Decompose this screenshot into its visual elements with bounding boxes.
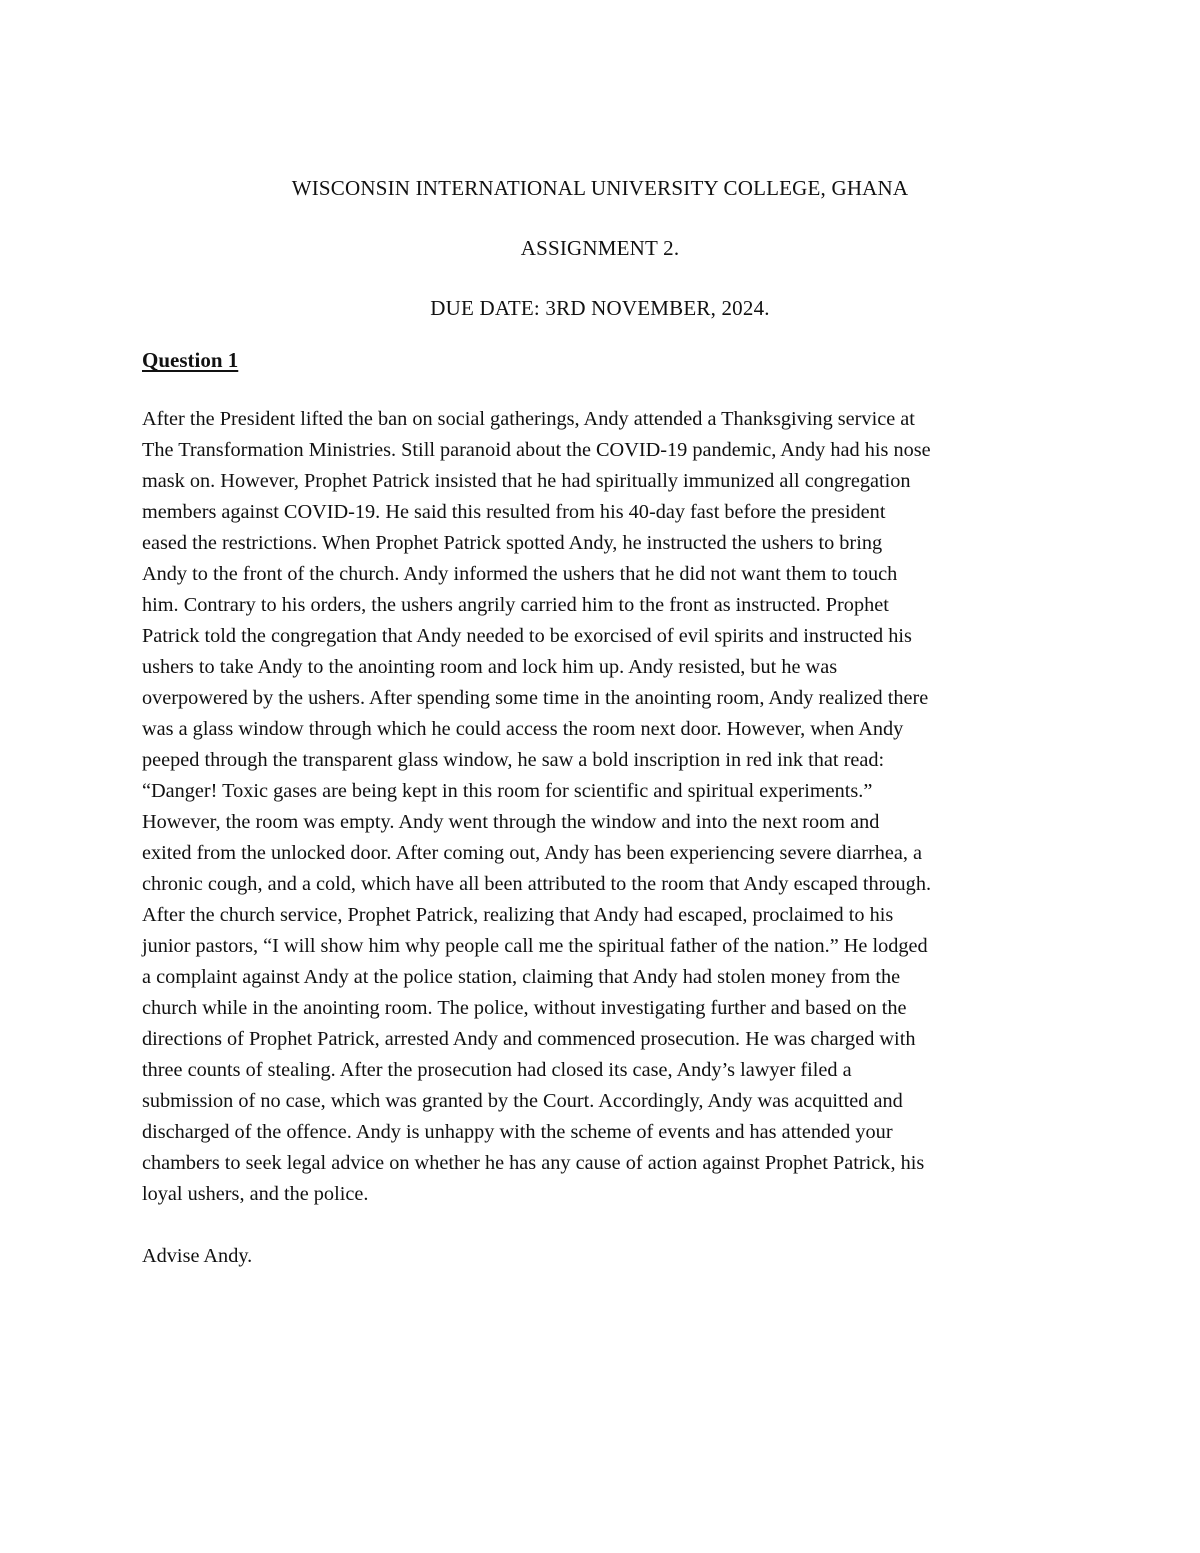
question-title: Question 1 <box>142 348 239 372</box>
question-line: members against COVID-19. He said this resulted from his 40-day fast before the president <box>142 501 886 523</box>
question-line: ushers to take Andy to the anointing room and lock him up. Andy resisted, but he was <box>142 656 838 678</box>
question-instruction: Advise Andy. <box>142 1245 253 1267</box>
question-line: discharged of the offence. Andy is unhappy with the scheme of events and has attended your <box>142 1121 893 1143</box>
question-line: eased the restrictions. When Prophet Patrick spotted Andy, he instructed the ushers to bring <box>142 532 883 554</box>
question-line: exited from the unlocked door. After coming out, Andy has been experiencing severe diarrhea, a <box>142 842 922 864</box>
question-line: junior pastors, “I will show him why people call me the spiritual father of the nation.” He lodged <box>142 935 928 957</box>
question-line: submission of no case, which was granted by the Court. Accordingly, Andy was acquitted and <box>142 1090 903 1112</box>
institution-heading: WISCONSIN INTERNATIONAL UNIVERSITY COLLEGE, GHANA <box>291 176 909 200</box>
question-line: loyal ushers, and the police. <box>142 1183 369 1205</box>
question-line: him. Contrary to his orders, the ushers angrily carried him to the front as instructed. Prophet <box>142 594 889 616</box>
question-line: peeped through the transparent glass window, he saw a bold inscription in red ink that read: <box>142 749 885 771</box>
question-line: Patrick told the congregation that Andy needed to be exorcised of evil spirits and instructed his <box>142 625 912 647</box>
question-line: After the church service, Prophet Patrick, realizing that Andy had escaped, proclaimed to his <box>142 904 894 926</box>
question-line: chronic cough, and a cold, which have all been attributed to the room that Andy escaped through. <box>142 873 932 895</box>
question-line: mask on. However, Prophet Patrick insisted that he had spiritually immunized all congregation <box>142 470 911 492</box>
question-line: The Transformation Ministries. Still paranoid about the COVID-19 pandemic, Andy had his nose <box>142 439 931 461</box>
assignment-heading: ASSIGNMENT 2. <box>520 236 680 260</box>
question-body <box>142 404 1072 1210</box>
question-line: a complaint against Andy at the police station, claiming that Andy had stolen money from the <box>142 966 901 988</box>
question-line: church while in the anointing room. The police, without investigating further and based on the <box>142 997 907 1019</box>
question-line: After the President lifted the ban on social gatherings, Andy attended a Thanksgiving service at <box>142 408 915 430</box>
question-line: chambers to seek legal advice on whether he has any cause of action against Prophet Patrick, his <box>142 1152 925 1174</box>
question-line: overpowered by the ushers. After spending some time in the anointing room, Andy realized there <box>142 687 929 709</box>
question-line: directions of Prophet Patrick, arrested Andy and commenced prosecution. He was charged with <box>142 1028 916 1050</box>
question-line: was a glass window through which he could access the room next door. However, when Andy <box>142 718 904 740</box>
question-line: three counts of stealing. After the prosecution had closed its case, Andy’s lawyer filed a <box>142 1059 852 1081</box>
question-line: Andy to the front of the church. Andy informed the ushers that he did not want them to touch <box>142 563 898 585</box>
due-date-heading: DUE DATE: 3RD NOVEMBER, 2024. <box>430 296 770 320</box>
question-line: “Danger! Toxic gases are being kept in this room for scientific and spiritual experiments.” <box>142 780 873 802</box>
question-line: However, the room was empty. Andy went through the window and into the next room and <box>142 811 880 833</box>
